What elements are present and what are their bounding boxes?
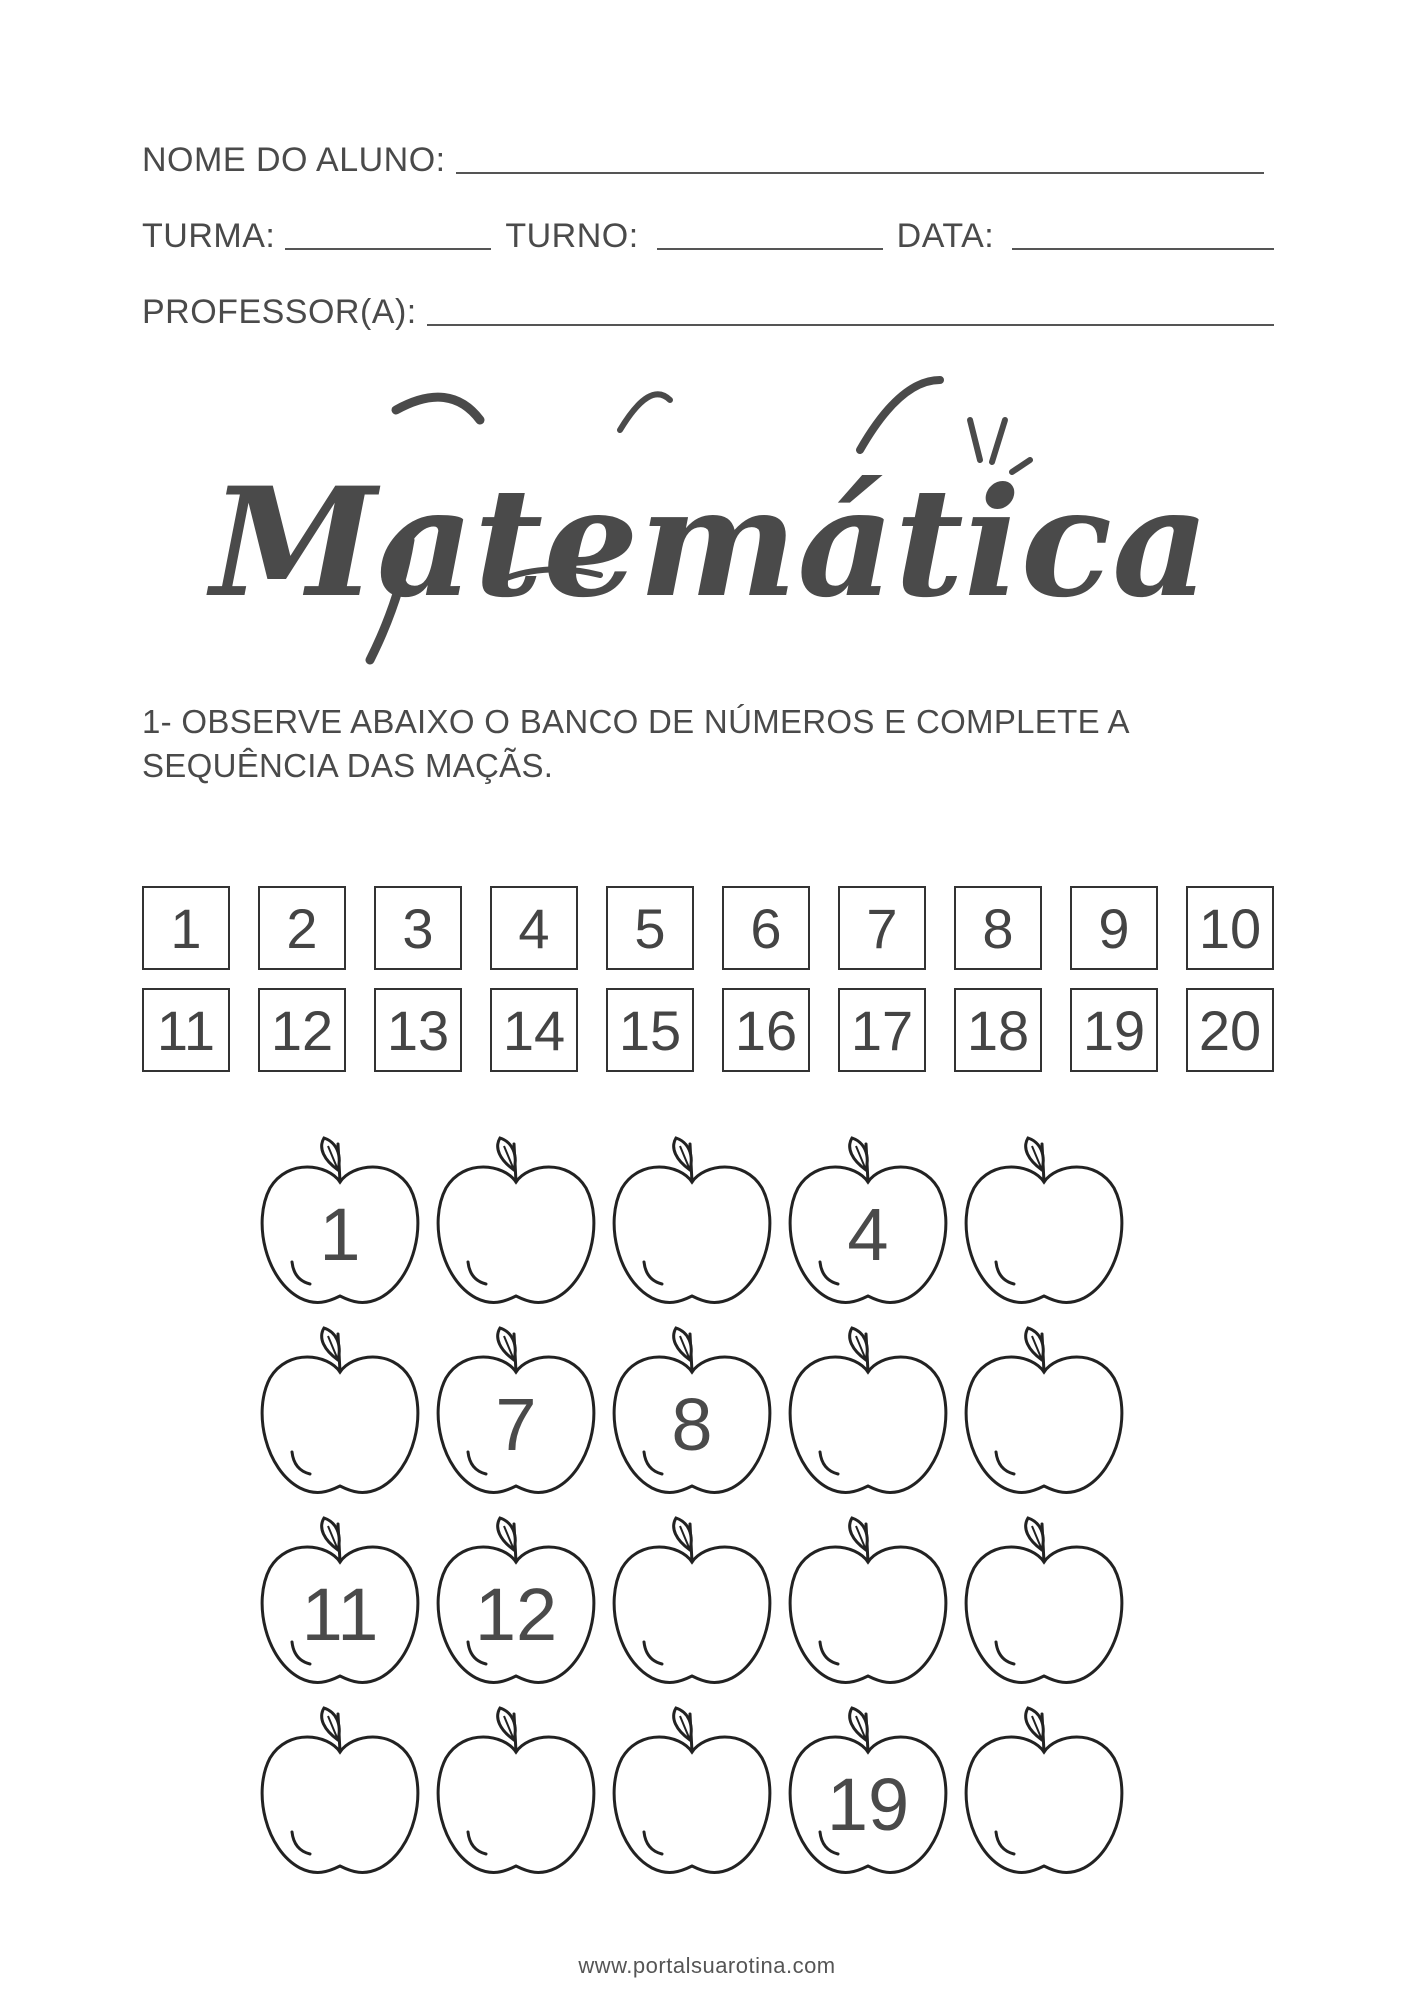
shift-line[interactable] bbox=[657, 248, 883, 250]
number-box: 14 bbox=[490, 988, 578, 1072]
apple-slot[interactable] bbox=[962, 1700, 1126, 1880]
number-box: 15 bbox=[606, 988, 694, 1072]
instruction-text: 1- OBSERVE ABAIXO O BANCO DE NÚMEROS E COMPLETE A SEQUÊNCIA DAS MAÇÃS. bbox=[142, 703, 1129, 784]
number-box: 7 bbox=[838, 886, 926, 970]
apple-icon bbox=[962, 1510, 1126, 1690]
title-lettering bbox=[210, 360, 1210, 680]
apple-slot[interactable] bbox=[786, 1320, 950, 1500]
apple-number: 7 bbox=[495, 1383, 537, 1466]
apple-slot[interactable] bbox=[258, 1510, 422, 1690]
number-box: 18 bbox=[954, 988, 1042, 1072]
apple-number: 11 bbox=[301, 1573, 379, 1656]
number-box: 16 bbox=[722, 988, 810, 1072]
number-box: 10 bbox=[1186, 886, 1274, 970]
apple-icon bbox=[258, 1700, 422, 1880]
student-name-row bbox=[142, 140, 1274, 180]
apple-number: 1 bbox=[319, 1193, 361, 1276]
student-name-label: NOME DO ALUNO: bbox=[142, 141, 446, 179]
number-box: 19 bbox=[1070, 988, 1158, 1072]
apple-icon bbox=[610, 1510, 774, 1690]
number-bank-row-1 bbox=[142, 886, 1274, 970]
number-bank-row-2 bbox=[142, 988, 1274, 1072]
teacher-label: PROFESSOR(A): bbox=[142, 293, 417, 331]
number-box: 17 bbox=[838, 988, 926, 1072]
number-box: 9 bbox=[1070, 886, 1158, 970]
class-label: TURMA: bbox=[142, 217, 276, 255]
number-box: 6 bbox=[722, 886, 810, 970]
apple-icon bbox=[434, 1130, 598, 1310]
apple-slot[interactable] bbox=[610, 1130, 774, 1310]
apple-icon bbox=[258, 1320, 422, 1500]
apple-slot[interactable] bbox=[962, 1510, 1126, 1690]
apple-icon bbox=[786, 1320, 950, 1500]
apple-slot[interactable] bbox=[962, 1130, 1126, 1310]
number-box: 13 bbox=[374, 988, 462, 1072]
teacher-row bbox=[142, 292, 1274, 332]
apple-slot[interactable] bbox=[610, 1510, 774, 1690]
number-box: 4 bbox=[490, 886, 578, 970]
apple-number: 4 bbox=[847, 1193, 889, 1276]
apple-slot[interactable] bbox=[610, 1320, 774, 1500]
apple-slot[interactable] bbox=[258, 1320, 422, 1500]
title-svg bbox=[210, 360, 1210, 680]
apple-grid bbox=[258, 1130, 1158, 1890]
teacher-line[interactable] bbox=[427, 324, 1274, 326]
date-label: DATA: bbox=[896, 217, 995, 255]
number-box: 3 bbox=[374, 886, 462, 970]
class-shift-date-row bbox=[142, 216, 1274, 256]
apple-icon bbox=[962, 1130, 1126, 1310]
apple-slot[interactable] bbox=[786, 1700, 950, 1880]
student-name-line[interactable] bbox=[456, 172, 1264, 174]
number-box: 1 bbox=[142, 886, 230, 970]
apple-slot[interactable] bbox=[610, 1700, 774, 1880]
apple-icon bbox=[962, 1320, 1126, 1500]
apple-slot[interactable] bbox=[786, 1130, 950, 1310]
number-box: 11 bbox=[142, 988, 230, 1072]
apple-slot[interactable] bbox=[434, 1510, 598, 1690]
number-bank bbox=[142, 886, 1274, 1090]
shift-label: TURNO: bbox=[505, 217, 639, 255]
apple-icon bbox=[962, 1700, 1126, 1880]
apple-number: 8 bbox=[671, 1383, 713, 1466]
apple-icon bbox=[610, 1700, 774, 1880]
apple-icon bbox=[610, 1130, 774, 1310]
apple-slot[interactable] bbox=[258, 1700, 422, 1880]
apple-slot[interactable] bbox=[962, 1320, 1126, 1500]
apple-icon bbox=[786, 1510, 950, 1690]
apple-number: 19 bbox=[826, 1763, 910, 1846]
apple-icon bbox=[434, 1700, 598, 1880]
number-box: 2 bbox=[258, 886, 346, 970]
apple-slot[interactable] bbox=[434, 1700, 598, 1880]
apple-slot[interactable] bbox=[786, 1510, 950, 1690]
class-line[interactable] bbox=[285, 248, 491, 250]
number-box: 12 bbox=[258, 988, 346, 1072]
title-text: Matemática bbox=[210, 455, 1210, 631]
apple-number: 12 bbox=[474, 1573, 558, 1656]
number-box: 20 bbox=[1186, 988, 1274, 1072]
number-box: 5 bbox=[606, 886, 694, 970]
apple-slot[interactable] bbox=[434, 1130, 598, 1310]
apple-slot[interactable] bbox=[434, 1320, 598, 1500]
number-box: 8 bbox=[954, 886, 1042, 970]
apple-slot[interactable] bbox=[258, 1130, 422, 1310]
date-line[interactable] bbox=[1012, 248, 1274, 250]
footer-url: www.portalsuarotina.com bbox=[578, 1953, 836, 1978]
